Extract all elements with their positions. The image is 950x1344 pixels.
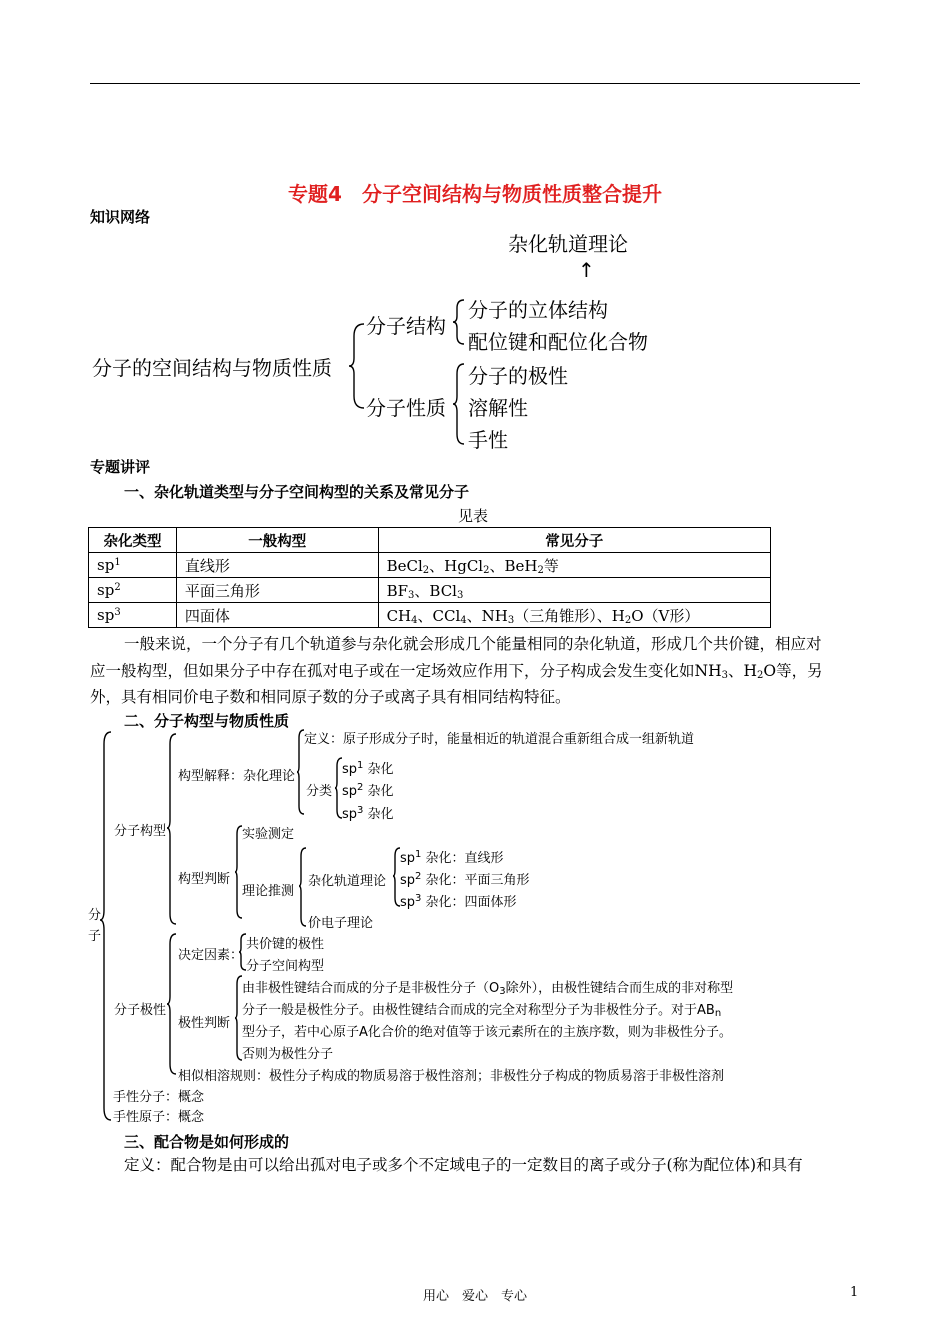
section-2-title: 二、分子构型与物质性质 bbox=[124, 712, 290, 730]
judge-line: 否则为极性分子 bbox=[242, 1047, 334, 1062]
classify-item: $sp^3$ 杂化 bbox=[342, 805, 394, 822]
hybrid-result: $sp^2$ 杂化：平面三角形 bbox=[400, 871, 530, 888]
property-item-1: 分子的极性 bbox=[468, 364, 568, 388]
bond-polarity-label: 共价键的极性 bbox=[246, 937, 325, 952]
molecules-cell: $CH_4$、CCl$_4$、$NH_3$（三角锥形）、$H_2O(V$形） bbox=[378, 603, 770, 628]
page-number: 1 bbox=[850, 1285, 859, 1300]
spatial-label: 分子空间构型 bbox=[246, 959, 325, 974]
structure-brace bbox=[452, 298, 466, 346]
config-explain-label: 构型解释：杂化理论 bbox=[178, 769, 296, 784]
molecules-cell: BeCl$_2$、HgCl$_2$、BeH$_2$等 bbox=[378, 553, 770, 578]
definition-text: 定义：原子形成分子时，能量相近的轨道混合重新组合成一组新轨道 bbox=[304, 732, 695, 747]
molecules-cell: $BF_3$、BCl$_3$ bbox=[378, 578, 770, 603]
footer-text: 用心 爱心 专心 bbox=[422, 1289, 527, 1304]
property-item-2: 溶解性 bbox=[468, 396, 528, 420]
chiral-molecule-label: 手性分子：概念 bbox=[113, 1090, 205, 1105]
table-header: 常见分子 bbox=[378, 528, 770, 553]
polarity-judge-label: 极性判断 bbox=[178, 1016, 231, 1031]
classify-label: 分类 bbox=[306, 784, 333, 799]
root-topic: 分子的空间结构与物质性质 bbox=[92, 356, 332, 380]
mol-structure-label: 分子构型 bbox=[114, 824, 167, 839]
table-header-row bbox=[89, 528, 771, 553]
branch-structure: 分子结构 bbox=[366, 314, 446, 338]
decisive-label: 决定因素： bbox=[178, 948, 244, 963]
classify-item: $sp^2$ 杂化 bbox=[342, 782, 394, 799]
paragraph-line: 应一般构型，但如果分子中存在孤对电子或在一定场效应作用下，分子构成会发生变化如$NH_3$、$H_2O$等，另 bbox=[90, 662, 823, 681]
judge-line: 由非极性键结合而成的分子是非极性分子（$O_3$除外），由极性键结合而生成的非对称型 bbox=[242, 981, 734, 997]
structure-item-1: 分子的立体结构 bbox=[468, 298, 608, 322]
branch-property: 分子性质 bbox=[366, 396, 446, 420]
like-dissolves-rule: 相似相溶规则：极性分子构成的物质易溶于极性溶剂；非极性分子构成的物质易溶于非极性溶剂 bbox=[178, 1069, 725, 1084]
config-judge-label: 构型判断 bbox=[178, 872, 231, 887]
table-header: 一般构型 bbox=[176, 528, 378, 553]
hybrid-result: $sp^3$ 杂化：四面体形 bbox=[400, 893, 517, 910]
root-char: 分 bbox=[88, 908, 102, 923]
root-brace bbox=[348, 322, 368, 410]
shape-cell: 平面三角形 bbox=[176, 578, 378, 603]
section-1-title: 一、杂化轨道类型与分子空间构型的关系及常见分子 bbox=[124, 483, 470, 501]
hybrid-theory-label: 杂化轨道理论 bbox=[308, 874, 387, 889]
page-title: 专题4 分子空间结构与物质性质整合提升 bbox=[288, 182, 662, 206]
up-arrow-icon: ↑ bbox=[578, 258, 595, 282]
experiment-label: 实验测定 bbox=[242, 827, 295, 842]
structure-brace-2 bbox=[166, 732, 178, 926]
mol-polarity-label: 分子极性 bbox=[114, 1003, 167, 1018]
judge-line: 分子一般是极性分子。由极性键结合而成的完全对称型分子为非极性分子。对于$AB_n$ bbox=[242, 1003, 722, 1019]
hybrid-result: $sp^1$ 杂化：直线形 bbox=[400, 849, 504, 866]
hybrid-type-cell: $sp^1$ bbox=[89, 553, 177, 578]
vsepr-label: 价电子理论 bbox=[308, 916, 374, 931]
header-rule bbox=[90, 83, 860, 84]
table-row bbox=[89, 603, 771, 628]
chiral-atom-label: 手性原子：概念 bbox=[113, 1110, 205, 1125]
section-network-heading: 知识网络 bbox=[90, 208, 151, 226]
theory-label: 理论推测 bbox=[242, 884, 295, 899]
polarity-brace bbox=[166, 932, 178, 1076]
property-brace bbox=[452, 362, 466, 446]
top-note: 杂化轨道理论 bbox=[508, 232, 628, 256]
see-table-note: 见表 bbox=[458, 507, 489, 525]
classify-item: $sp^1$ 杂化 bbox=[342, 760, 394, 777]
paragraph-line: 外，具有相同价电子数和相同原子数的分子或离子具有相同结构特征。 bbox=[90, 688, 571, 706]
definition-line: 定义：配合物是由可以给出孤对电子或多个不定域电子的一定数目的离子或分子(称为配位体)和具有 bbox=[124, 1156, 803, 1174]
hybrid-type-cell: $sp^3$ bbox=[89, 603, 177, 628]
root-char: 子 bbox=[88, 929, 102, 944]
property-item-3: 手性 bbox=[468, 428, 508, 452]
main-brace bbox=[99, 730, 113, 1122]
shape-cell: 直线形 bbox=[176, 553, 378, 578]
paragraph-line: 一般来说，一个分子有几个轨道参与杂化就会形成几个能量相同的杂化轨道，形成几个共价键，相应对 bbox=[124, 635, 822, 653]
section-lecture-heading: 专题讲评 bbox=[90, 458, 151, 476]
structure-item-2: 配位键和配位化合物 bbox=[468, 330, 648, 354]
theory-brace bbox=[298, 846, 308, 928]
judge-line: 型分子，若中心原子A化合价的绝对值等于该元素所在的主族序数，则为非极性分子。 bbox=[242, 1025, 732, 1040]
table-header: 杂化类型 bbox=[89, 528, 177, 553]
section-3-title: 三、配合物是如何形成的 bbox=[124, 1133, 290, 1151]
hybrid-type-cell: $sp^2$ bbox=[89, 578, 177, 603]
table-row bbox=[89, 553, 771, 578]
hybridization-table bbox=[88, 527, 771, 628]
table-row bbox=[89, 578, 771, 603]
shape-cell: 四面体 bbox=[176, 603, 378, 628]
